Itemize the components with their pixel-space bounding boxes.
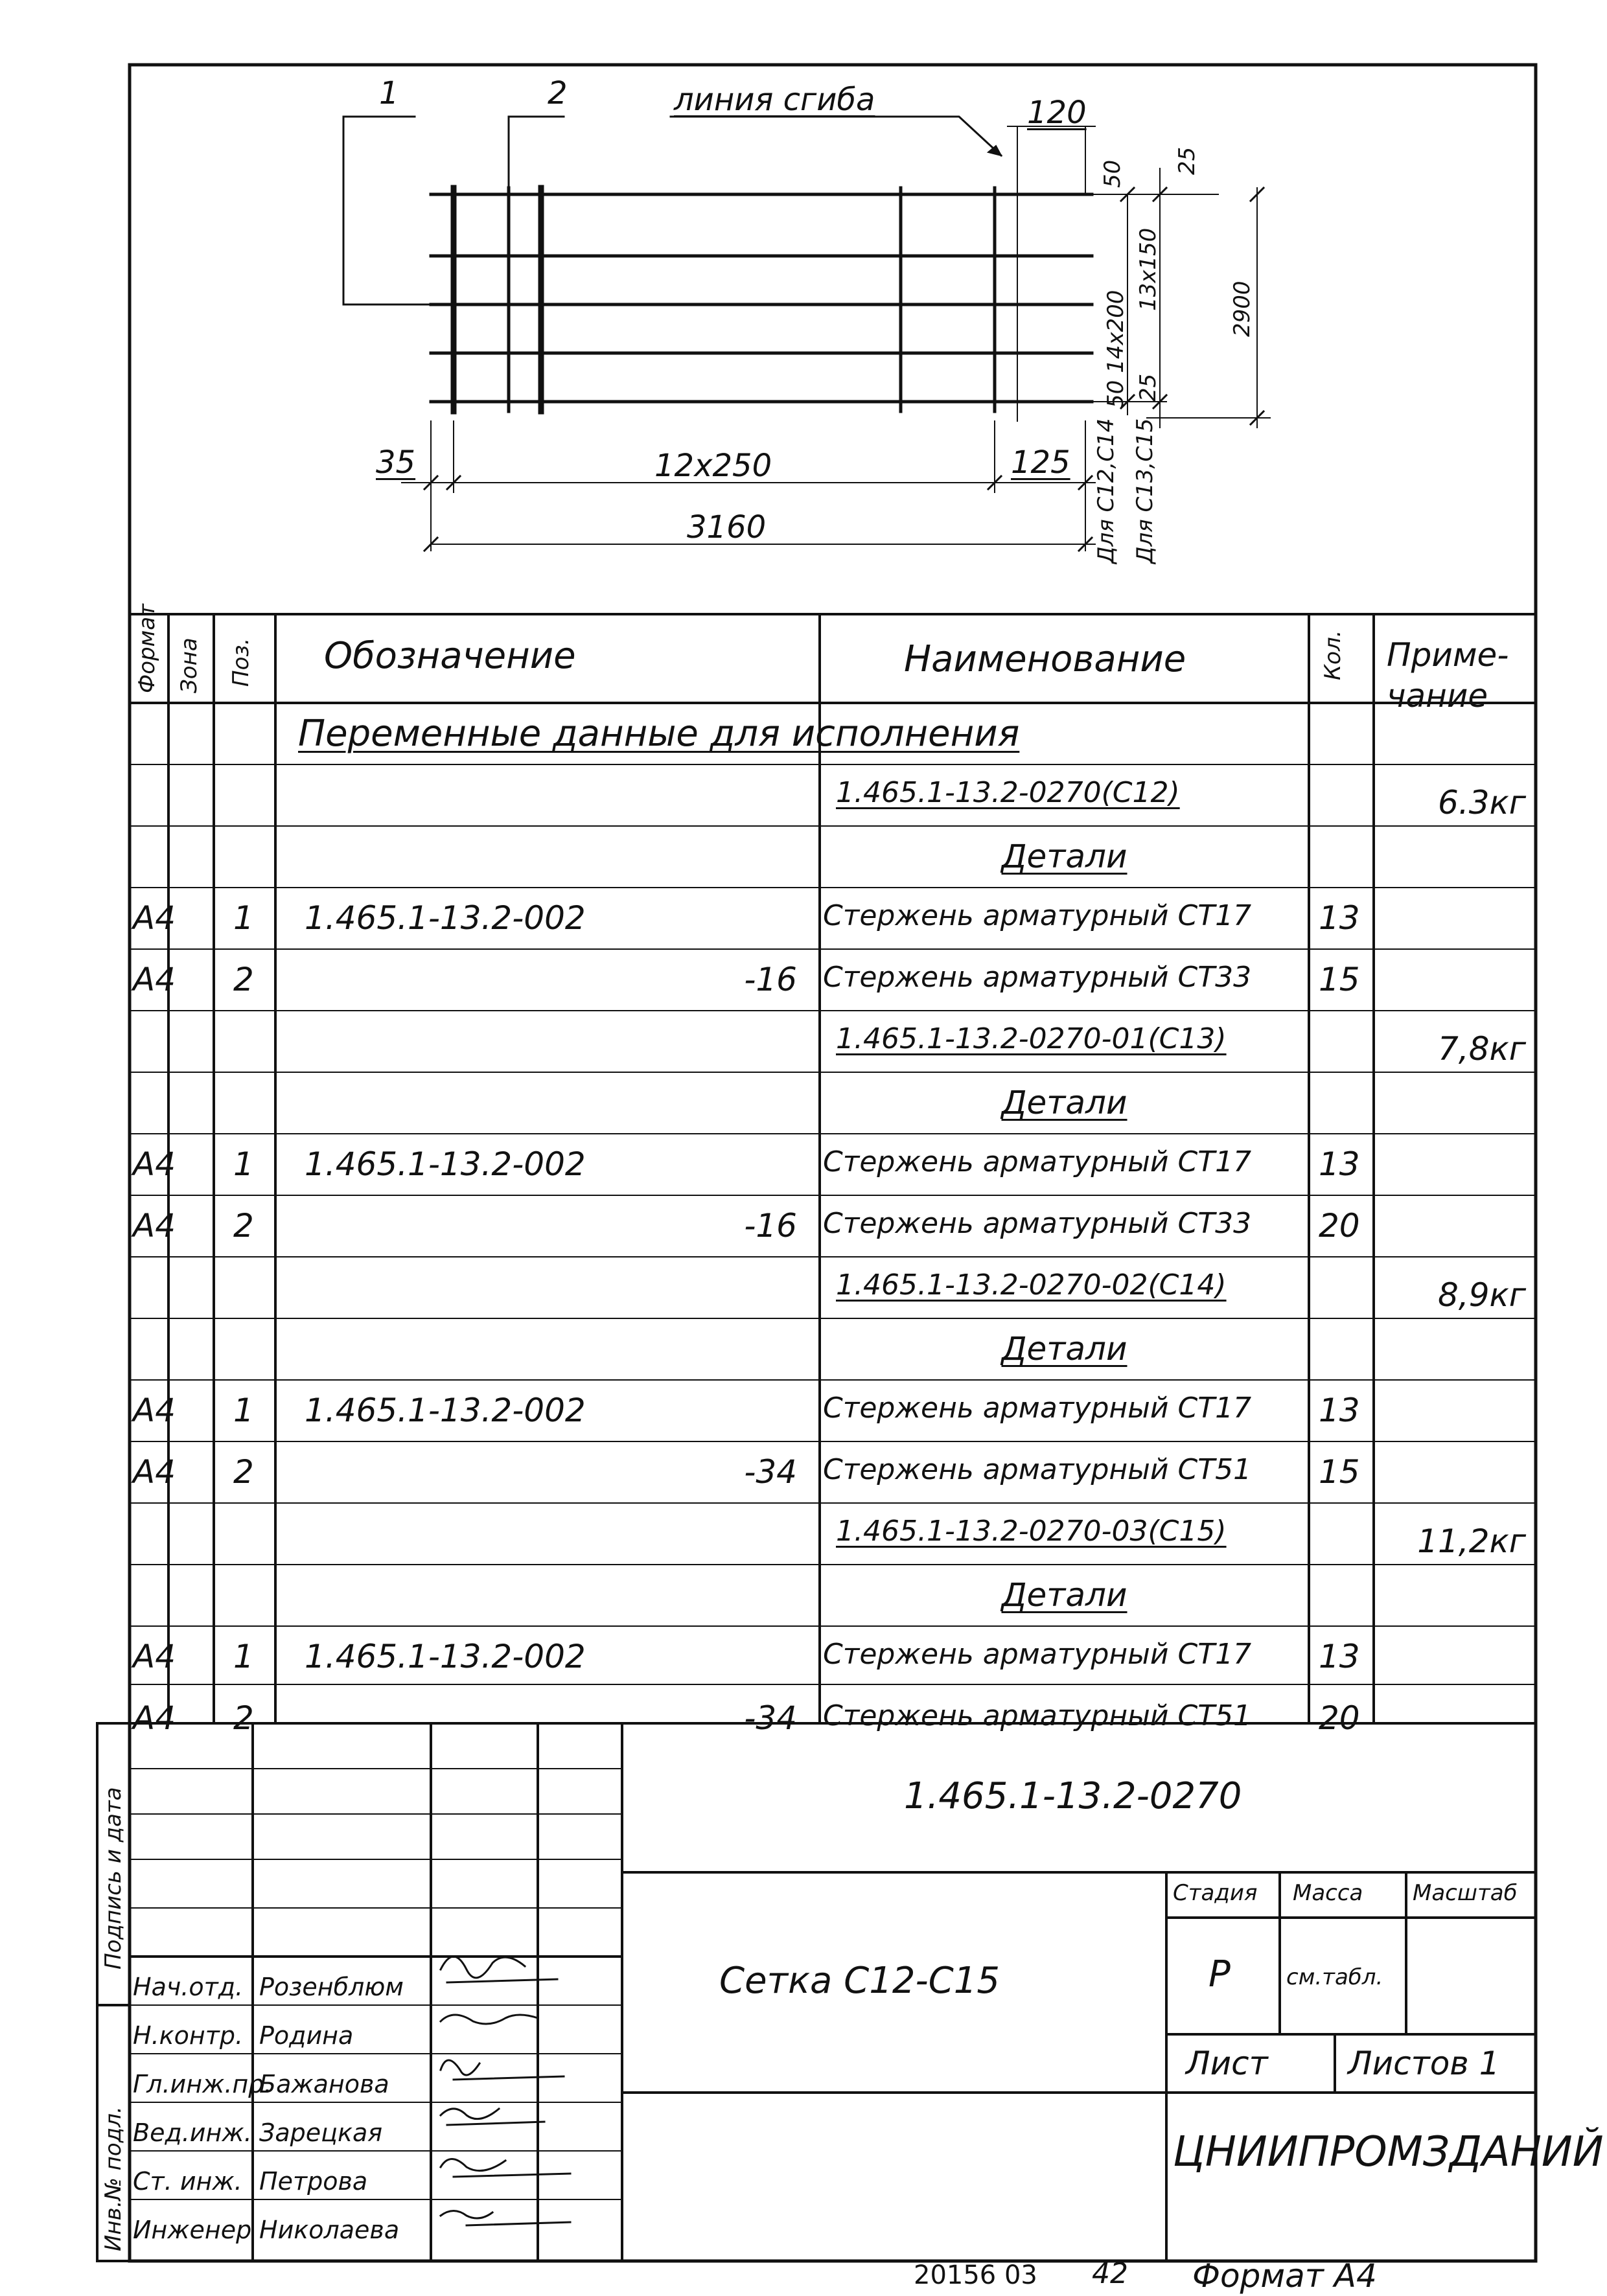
row-format: А4	[133, 961, 176, 998]
row-qty: 15	[1319, 1453, 1360, 1491]
row-format: А4	[133, 899, 176, 937]
row-qty: 13	[1319, 1145, 1360, 1183]
row-format: А4	[133, 1453, 176, 1491]
row-pos: 2	[233, 1699, 254, 1737]
row-note: 7,8кг	[1438, 1030, 1526, 1068]
row-note: 11,2кг	[1417, 1522, 1526, 1560]
stage-value: Р	[1208, 1953, 1231, 1995]
mesh-drawing	[343, 117, 1270, 551]
row-name: Стержень арматурный СТ51	[823, 1453, 1252, 1486]
row-name: Детали	[1001, 1084, 1127, 1121]
row-pos: 1	[233, 1145, 254, 1183]
row-name: 1.465.1-13.2-0270-01(С13)	[836, 1022, 1227, 1055]
sheet-label: Лист	[1186, 2045, 1268, 2082]
row-name: Стержень арматурный СТ17	[823, 899, 1252, 932]
signer-name: Петрова	[259, 2167, 368, 2196]
position-1-label: 1	[379, 75, 399, 111]
row-pos: 1	[233, 899, 254, 937]
dim-35: 35	[376, 444, 416, 481]
row-designation: 1.465.1-13.2-002	[305, 1145, 586, 1183]
row-qty: 20	[1319, 1699, 1360, 1737]
signer-role: Гл.инж.пр.	[133, 2070, 272, 2098]
header-pos: Поз.	[228, 637, 254, 687]
dim-25-top: 25	[1174, 146, 1200, 175]
row-note: 8,9кг	[1438, 1276, 1526, 1314]
row-designation: -34	[744, 1453, 797, 1491]
position-2-label: 2	[548, 75, 568, 111]
header-qty: Кол.	[1320, 630, 1346, 680]
stage-label: Стадия	[1173, 1880, 1258, 1906]
row-pos: 2	[233, 1207, 254, 1245]
footer-format: Формат А4	[1192, 2257, 1377, 2295]
dim-125: 125	[1011, 444, 1070, 481]
row-pos: 1	[233, 1638, 254, 1675]
row-designation: -34	[744, 1699, 797, 1737]
dim-14x200: 50 14х200	[1103, 290, 1129, 408]
signer-name: Родина	[259, 2021, 354, 2050]
header-zone: Зона	[176, 637, 202, 693]
row-format: А4	[133, 1638, 176, 1675]
side-sign-date: Подпись и дата	[100, 1787, 126, 1969]
row-format: А4	[133, 1145, 176, 1183]
row-format: А4	[133, 1392, 176, 1429]
side-inventory: Инв.№ подл.	[100, 2106, 126, 2251]
dim-25-bottom: 25	[1135, 373, 1161, 402]
signer-role: Инженер	[133, 2216, 252, 2244]
dim-50-top: 50	[1100, 159, 1126, 188]
signer-name: Зарецкая	[259, 2118, 383, 2147]
header-note: Приме-чание	[1387, 636, 1509, 715]
signer-name: Николаева	[259, 2216, 400, 2244]
row-name: Стержень арматурный СТ33	[823, 961, 1252, 994]
row-name: Стержень арматурный СТ17	[823, 1145, 1252, 1178]
fold-line-label: линия сгиба	[674, 82, 875, 118]
row-note: 6.3кг	[1438, 784, 1526, 821]
row-qty: 13	[1319, 1638, 1360, 1675]
header-name: Наименование	[904, 638, 1186, 680]
dim-2900: 2900	[1229, 281, 1255, 337]
row-qty: 15	[1319, 961, 1360, 998]
signer-role: Нач.отд.	[133, 1973, 244, 2001]
row-name: Детали	[1001, 838, 1127, 875]
signatures	[441, 1957, 570, 2225]
mass-value: см.табл.	[1286, 1964, 1383, 1990]
signer-role: Н.контр.	[133, 2021, 244, 2050]
dim-12x250: 12х250	[654, 448, 772, 484]
row-pos: 2	[233, 1453, 254, 1491]
row-designation: -16	[744, 1207, 797, 1245]
row-pos: 1	[233, 1392, 254, 1429]
doc-number: 1.465.1-13.2-0270	[904, 1775, 1242, 1817]
footer-page: 42	[1092, 2257, 1128, 2290]
section-title: Переменные данные для исполнения	[298, 713, 1020, 755]
row-name: Стержень арматурный СТ33	[823, 1207, 1252, 1240]
row-name: Детали	[1001, 1330, 1127, 1368]
row-qty: 13	[1319, 899, 1360, 937]
row-qty: 20	[1319, 1207, 1360, 1245]
row-name: Стержень арматурный СТ17	[823, 1638, 1252, 1671]
dim-120: 120	[1027, 95, 1087, 131]
footer-code: 20156 03	[914, 2260, 1037, 2290]
row-designation: 1.465.1-13.2-002	[305, 899, 586, 937]
row-name: Стержень арматурный СТ17	[823, 1392, 1252, 1425]
dim-13x150: 13х150	[1135, 227, 1161, 311]
row-name: 1.465.1-13.2-0270(С12)	[836, 776, 1180, 809]
row-designation: -16	[744, 961, 797, 998]
row-name: 1.465.1-13.2-0270-03(С15)	[836, 1515, 1227, 1548]
drawing-title: Сетка С12-С15	[719, 1960, 1000, 2002]
row-name: Детали	[1001, 1576, 1127, 1614]
row-designation: 1.465.1-13.2-002	[305, 1638, 586, 1675]
row-designation: 1.465.1-13.2-002	[305, 1392, 586, 1429]
note-c12-c14: Для С12,С14	[1093, 418, 1119, 564]
signer-role: Ст. инж.	[133, 2167, 242, 2196]
note-c13-c15: Для С13,С15	[1132, 418, 1158, 564]
row-qty: 13	[1319, 1392, 1360, 1429]
signer-name: Бажанова	[259, 2070, 389, 2098]
header-format: Формат	[134, 604, 160, 693]
sheets-label: Листов 1	[1348, 2045, 1500, 2082]
row-format: А4	[133, 1207, 176, 1245]
signer-role: Вед.инж.	[133, 2118, 252, 2147]
dim-3160: 3160	[687, 509, 767, 545]
row-format: А4	[133, 1699, 176, 1737]
header-designation: Обозначение	[324, 635, 576, 677]
scale-label: Масштаб	[1413, 1880, 1518, 1906]
row-pos: 2	[233, 961, 254, 998]
mass-label: Масса	[1293, 1880, 1363, 1906]
row-name: Стержень арматурный СТ51	[823, 1699, 1252, 1732]
organization: ЦНИИПРОМЗДАНИЙ	[1173, 2128, 1604, 2176]
signer-name: Розенблюм	[259, 1973, 404, 2001]
row-name: 1.465.1-13.2-0270-02(С14)	[836, 1269, 1227, 1302]
